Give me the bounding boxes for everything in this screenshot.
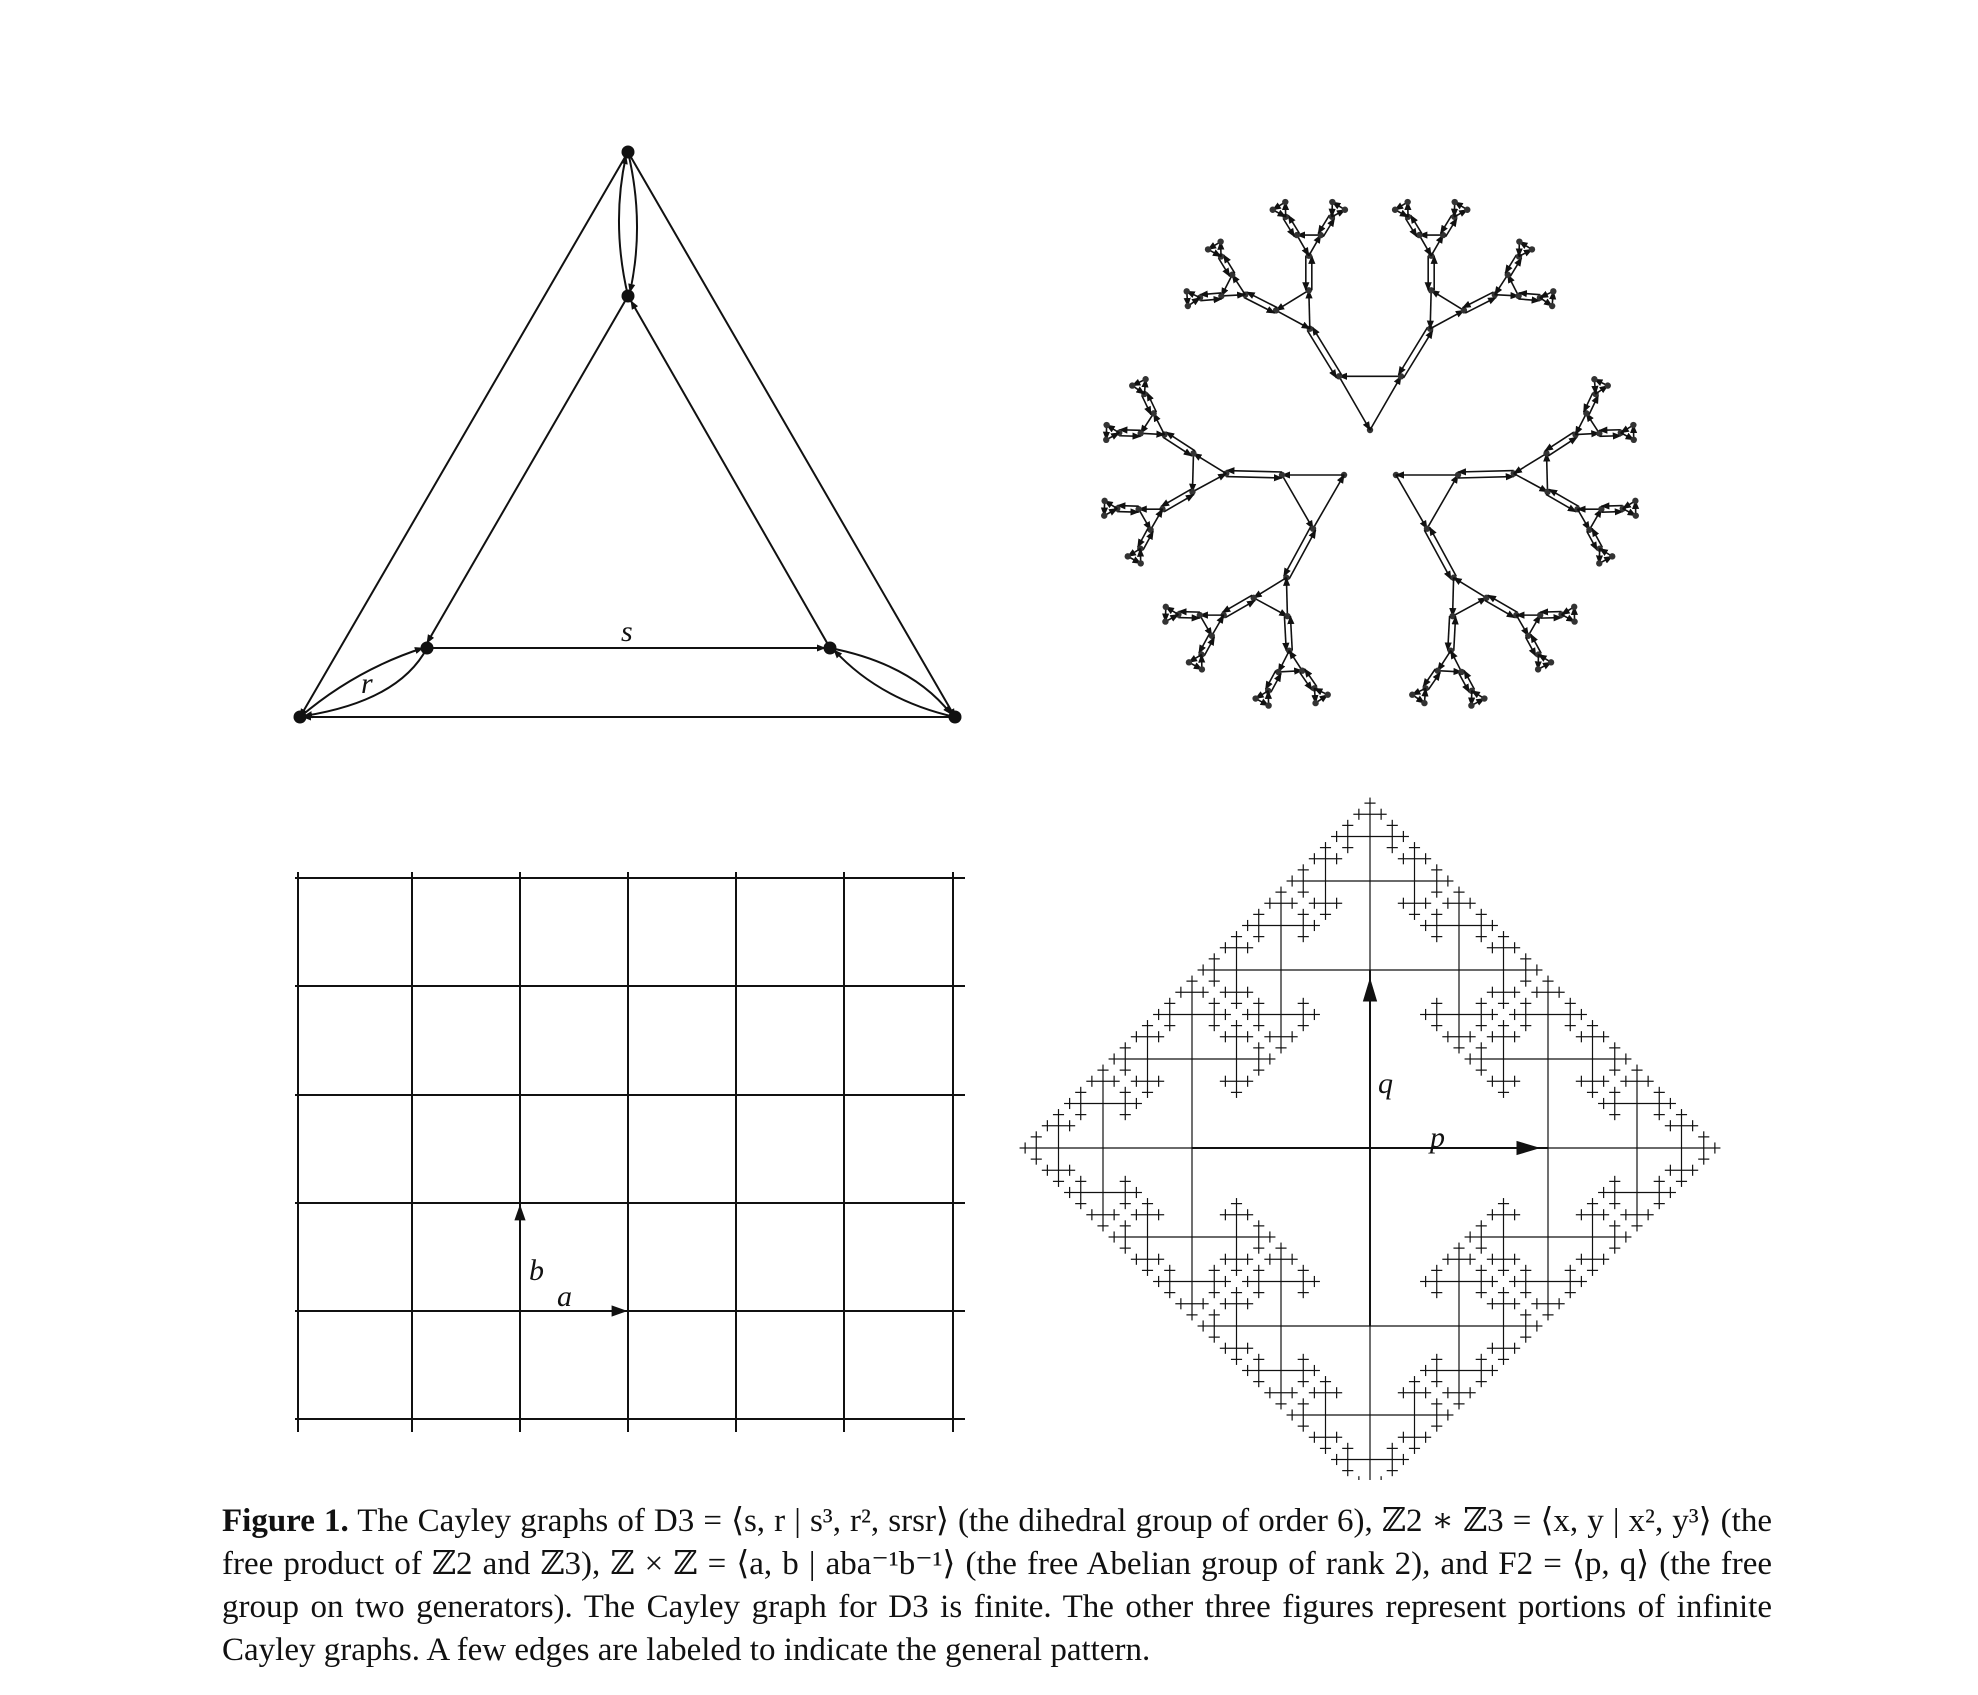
tree-edge	[1309, 235, 1321, 256]
tree-vertex	[1451, 199, 1457, 205]
d3-edge	[628, 152, 637, 292]
tree-vertex	[1421, 700, 1427, 706]
tree-vertex	[1571, 618, 1577, 624]
lattice-cayley-graph	[295, 872, 965, 1432]
d3-edge	[834, 650, 955, 717]
tree-edge	[1514, 474, 1548, 492]
tree-vertex	[1185, 303, 1191, 309]
tree-edge	[1141, 413, 1154, 433]
tree-edge	[1178, 618, 1199, 619]
d3-label-s: s	[621, 615, 633, 648]
tree-edge	[1232, 275, 1245, 295]
tree-edge	[1576, 433, 1600, 434]
tree-edge	[1540, 612, 1561, 613]
tree-edge	[1547, 453, 1548, 491]
d3-vertex	[949, 711, 962, 724]
tree-edge	[1254, 578, 1287, 598]
tree-edge	[1601, 512, 1622, 513]
tree-edge	[1404, 330, 1433, 378]
d3-edge	[631, 301, 830, 648]
tree-edge	[1117, 512, 1138, 513]
tree-edge	[1451, 651, 1462, 672]
free-product-cayley-graph	[1101, 199, 1639, 709]
tree-edge	[1151, 509, 1163, 530]
tree-vertex	[1428, 253, 1434, 259]
tree-edge	[1200, 615, 1212, 636]
tree-edge	[1463, 292, 1494, 308]
tree-edge	[1576, 413, 1587, 434]
tree-edge	[1178, 612, 1199, 613]
tree-vertex	[1609, 553, 1615, 559]
d3-vertex	[421, 642, 434, 655]
tree-edge	[1427, 475, 1458, 529]
lattice-label-a: a	[557, 1280, 572, 1313]
free-group-label-p: p	[1430, 1121, 1445, 1154]
tree-vertex	[1183, 288, 1189, 294]
tree-vertex	[1199, 666, 1205, 672]
tree-edge	[1200, 299, 1221, 301]
tree-vertex	[1591, 376, 1597, 382]
tree-edge	[1514, 453, 1547, 473]
tree-vertex	[1404, 199, 1410, 205]
d3-edge	[427, 296, 628, 643]
tree-edge	[1519, 293, 1540, 295]
tree-vertex	[1342, 207, 1348, 213]
tree-edge	[1221, 275, 1232, 296]
tree-edge	[1419, 235, 1431, 256]
d3-vertex	[824, 642, 837, 655]
tree-edge	[1309, 290, 1310, 328]
tree-vertex	[1550, 288, 1556, 294]
tree-edge	[1528, 615, 1540, 636]
tree-edge	[1599, 436, 1620, 437]
tree-edge	[1438, 651, 1451, 671]
tree-vertex	[1306, 253, 1312, 259]
d3-edge	[300, 152, 628, 717]
tree-edge	[1200, 293, 1221, 295]
tree-vertex	[1633, 512, 1639, 518]
tree-vertex	[1325, 692, 1331, 698]
tree-vertex	[1549, 303, 1555, 309]
tree-edge	[1141, 433, 1165, 434]
tree-edge	[1430, 527, 1457, 576]
tree-edge	[1430, 290, 1431, 328]
tree-edge	[1518, 299, 1539, 301]
tree-edge	[1438, 671, 1462, 672]
tree-vertex	[1548, 659, 1554, 665]
tree-vertex	[1252, 695, 1258, 701]
tree-edge	[1289, 651, 1302, 671]
tree-edge	[1192, 474, 1226, 492]
tree-edge	[1453, 598, 1487, 616]
tree-edge	[1428, 672, 1440, 690]
d3-vertex	[622, 290, 635, 303]
tree-vertex	[1312, 700, 1318, 706]
tree-edge	[1578, 509, 1590, 530]
tree-vertex	[1571, 604, 1577, 610]
tree-vertex	[1632, 498, 1638, 504]
tree-edge	[1289, 530, 1316, 579]
tree-edge	[1117, 506, 1138, 507]
tree-edge	[1192, 453, 1193, 491]
tree-edge	[1278, 651, 1289, 672]
free-group-label-q: q	[1378, 1067, 1393, 1100]
tree-edge	[1398, 327, 1427, 375]
tree-edge	[1458, 471, 1514, 472]
tree-vertex	[1205, 246, 1211, 252]
tree-vertex	[1631, 437, 1637, 443]
tree-edge	[1297, 235, 1309, 256]
tree-vertex	[1464, 207, 1470, 213]
tree-edge	[1244, 297, 1275, 313]
tree-edge	[1282, 475, 1313, 529]
tree-vertex	[1529, 246, 1535, 252]
tree-vertex	[1129, 382, 1135, 388]
tree-vertex	[1138, 560, 1144, 566]
tree-edge	[1119, 430, 1140, 431]
tree-edge	[1448, 616, 1450, 651]
tree-edge	[1424, 530, 1451, 579]
tree-edge	[1430, 310, 1464, 328]
tree-edge	[1396, 475, 1427, 529]
tree-edge	[1221, 295, 1245, 296]
lattice-label-b: b	[529, 1254, 544, 1287]
tree-edge	[1453, 578, 1454, 616]
tree-vertex	[1125, 553, 1131, 559]
tree-edge	[1139, 509, 1151, 530]
tree-vertex	[1481, 695, 1487, 701]
d3-edge	[830, 648, 951, 714]
tree-vertex	[1162, 618, 1168, 624]
tree-vertex	[1101, 512, 1107, 518]
tree-edge	[1589, 509, 1601, 530]
tree-edge	[1193, 453, 1226, 473]
tree-edge	[1226, 477, 1282, 478]
tree-edge	[1339, 376, 1370, 430]
tree-edge	[1254, 598, 1288, 616]
tree-edge	[1307, 330, 1336, 378]
tree-vertex	[1630, 422, 1636, 428]
tree-edge	[1119, 436, 1140, 437]
d3-edge	[619, 156, 628, 296]
tree-edge	[1154, 413, 1165, 434]
tree-edge	[1286, 578, 1287, 616]
tree-edge	[1226, 471, 1282, 472]
tree-vertex	[1163, 604, 1169, 610]
tree-edge	[1284, 527, 1311, 576]
tree-edge	[1276, 290, 1309, 310]
tree-vertex	[1596, 560, 1602, 566]
tree-vertex	[1270, 207, 1276, 213]
figure-caption	[222, 1500, 1772, 1672]
tree-edge	[1212, 615, 1224, 636]
tree-vertex	[1101, 498, 1107, 504]
tree-edge	[1495, 295, 1519, 296]
tree-vertex	[1103, 422, 1109, 428]
tree-edge	[1300, 672, 1312, 690]
tree-vertex	[1142, 376, 1148, 382]
tree-edge	[1601, 506, 1622, 507]
tree-edge	[1586, 413, 1599, 433]
tree-vertex	[1265, 702, 1271, 708]
tree-edge	[1290, 616, 1292, 651]
tree-edge	[1599, 430, 1620, 431]
tree-edge	[1465, 297, 1496, 313]
tree-vertex	[1329, 199, 1335, 205]
tree-edge	[1431, 235, 1443, 256]
tree-vertex	[1282, 199, 1288, 205]
tree-edge	[1454, 578, 1487, 598]
tree-edge	[1312, 327, 1341, 375]
caption-label: Figure 1.	[222, 1503, 349, 1539]
d3-label-r: r	[361, 667, 373, 700]
tree-vertex	[1217, 238, 1223, 244]
tree-edge	[1278, 671, 1302, 672]
tree-vertex	[1186, 659, 1192, 665]
tree-edge	[1431, 290, 1464, 310]
tree-vertex	[1605, 382, 1611, 388]
tree-edge	[1454, 616, 1456, 651]
tree-edge	[1495, 275, 1508, 295]
tree-edge	[1516, 615, 1528, 636]
tree-edge	[1540, 618, 1561, 619]
tree-edge	[1423, 669, 1435, 687]
tree-edge	[1247, 292, 1278, 308]
free-group-cayley-graph	[1020, 798, 1721, 1480]
tree-vertex	[1103, 437, 1109, 443]
tree-vertex	[1516, 238, 1522, 244]
d3-vertex	[622, 146, 635, 159]
d3-edge	[628, 152, 955, 717]
tree-vertex	[1535, 666, 1541, 672]
tree-edge	[1458, 477, 1514, 478]
tree-edge	[1508, 275, 1519, 296]
d3-vertex	[294, 711, 307, 724]
tree-edge	[1284, 616, 1286, 651]
tree-edge	[1313, 475, 1344, 529]
tree-edge	[1305, 669, 1317, 687]
caption-text: The Cayley graphs of D3 = ⟨s, r | s³, r², srsr⟩ (the dihedral group of order 6), ℤ2 ∗ ℤ3 = ⟨x, y | x², y³⟩ (the free product of ℤ2 and ℤ3), ℤ × ℤ = ⟨a, b | aba⁻¹b⁻¹⟩ (the free Abelian group of rank 2), and F2 = ⟨p, q⟩ (the free group on two generators). The Cayley graph for D3 is finite. The other three figures represent portions of infinite Cayley graphs. A few edges are labeled to indicate the general pattern.	[222, 1503, 1772, 1668]
tree-vertex	[1409, 692, 1415, 698]
tree-vertex	[1392, 207, 1398, 213]
tree-edge	[1370, 376, 1401, 430]
tree-vertex	[1468, 702, 1474, 708]
tree-edge	[1276, 310, 1310, 328]
